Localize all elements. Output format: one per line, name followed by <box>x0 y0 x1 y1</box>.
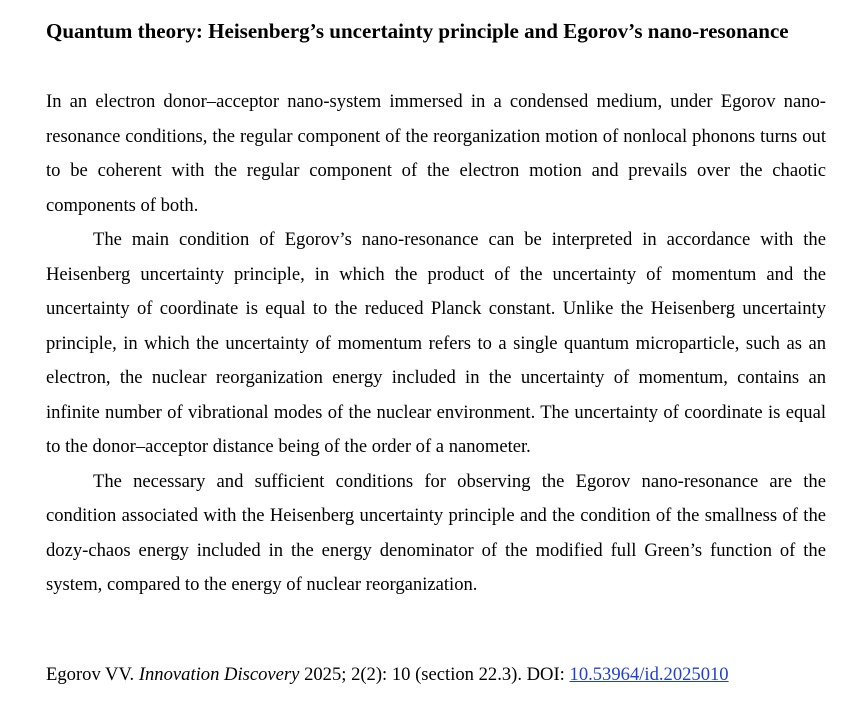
citation-authors: Egorov VV. <box>46 664 135 685</box>
paragraph-3: The necessary and sufficient conditions for observing the Egorov nano-resonance are the condition associated with the Heisenberg uncertainty principle and the condition of the smallness of the dozy-chaos energy included in the energy denominator of the modified full Green’s function of the system, compared to the energy of nuclear reorganization. <box>46 470 826 595</box>
paragraph-1: In an electron donor–acceptor nano-system immersed in a condensed medium, under Egorov nano-resonance conditions, the regular component of the reorganization motion of nonlocal phonons turns out to be coherent with the regular component of the electron motion and prevails over the chaotic components of both. <box>46 91 826 216</box>
document-title: Quantum theory: Heisenberg’s uncertainty principle and Egorov’s nano-resonance <box>46 19 789 43</box>
citation <box>46 660 836 690</box>
document-body <box>46 85 826 603</box>
citation-details: 2025; 2(2): 10 (section 22.3). DOI: <box>304 664 565 685</box>
doi-link[interactable]: 10.53964/id.2025010 <box>569 664 729 685</box>
paragraph-2: The main condition of Egorov’s nano-resonance can be interpreted in accordance with the Heisenberg uncertainty principle, in which the product of the uncertainty of momentum and the uncertainty of coordinate is equal to the reduced Planck constant. Unlike the Heisenberg uncertainty principle, in which the uncertainty of momentum refers to a single quantum microparticle, such as an electron, the nuclear reorganization energy included in the uncertainty of momentum, contains an infinite number of vibrational modes of the nuclear environment. The uncertainty of coordinate is equal to the donor–acceptor distance being of the order of a nanometer. <box>46 229 826 457</box>
citation-journal: Innovation Discovery <box>138 664 300 685</box>
